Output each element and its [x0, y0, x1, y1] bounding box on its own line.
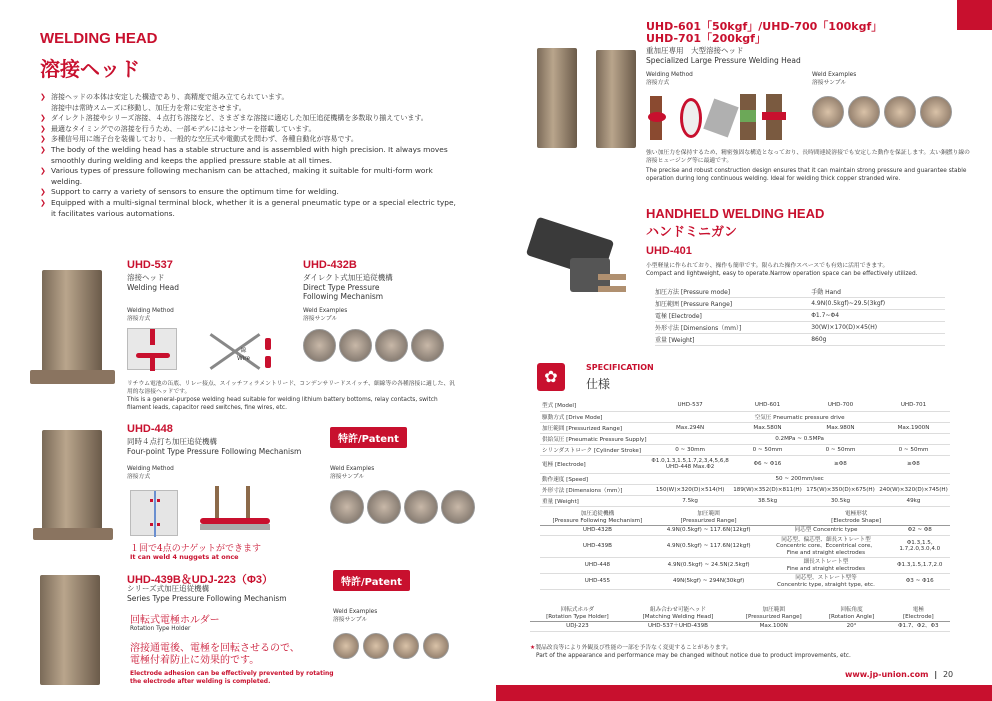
spec-key: 加圧範囲 [Pressure Range] — [655, 298, 811, 310]
cell: 細長ストレート型 Fine and straight electrodes — [762, 558, 889, 574]
uhd-601-photo — [537, 48, 577, 148]
col-header: 回転式ホルダ [Rotation Type Holder] — [530, 606, 625, 622]
cell: 175(W)×350(D)×675(H) — [804, 484, 877, 495]
weld-sample — [848, 96, 880, 128]
uhd-439b-en: Series Type Pressure Following Mechanism — [127, 594, 287, 603]
holder-jp: 回転式電極ホルダー — [130, 615, 220, 626]
cell: Φ1.3,1.5,1.7,2.0 — [890, 558, 950, 574]
weld-sample — [404, 490, 438, 524]
uhd-432b-en: Direct Type Pressure Following Mechanism — [303, 283, 384, 301]
bullet: ❯ Support to carry a variety of sensors to ensure the optimum time for welding. — [40, 187, 460, 198]
uhd-700-photo — [596, 50, 636, 148]
cell: 38.5kg — [731, 495, 804, 506]
footer — [845, 670, 953, 679]
spec-val: 4.9N(0.5kgf)~29.5(3kgf) — [811, 298, 945, 310]
page-number: 20 — [942, 670, 954, 679]
col-header: 加圧範囲 [Pressurized Range] — [655, 510, 763, 526]
cell: Max.1900N — [877, 422, 950, 433]
cell: 供給気圧 [Pneumatic Pressure Supply] — [540, 433, 649, 444]
cell: 150(W)×320(D)×514(H) — [649, 484, 731, 495]
cell: UHD-700 — [804, 400, 877, 411]
uhd-601-title-line1: UHD-601「50kgf」/UHD-700「100kgf」 — [646, 20, 883, 33]
cell: Max.100N — [731, 622, 816, 632]
col-header: 電極形状 [Electrode Shape] — [762, 510, 950, 526]
spec-title-en: SPECIFICATION — [586, 363, 654, 372]
cell: UHD-701 — [877, 400, 950, 411]
weld-sample — [423, 633, 449, 659]
spec-key: 加圧方法 [Pressure mode] — [655, 286, 811, 298]
cell: UDJ-223 — [530, 622, 625, 632]
cell: 0 ~ 50mm — [731, 444, 804, 455]
weld-sample — [393, 633, 419, 659]
method-jp: 溶接方式 — [127, 316, 151, 322]
disclaimer: ★製品改良等により外観及び性能の一部を予告なく変更することがあります。 Part of the appearance and performance may be changed without notice due to product improvements, etc. — [530, 645, 950, 660]
bullet: ❯ The body of the welding head has a stable structure and is assembled with high precision. It always moves smoothly during welding and keeps the applied pressure stable at all times. — [40, 145, 460, 166]
spec-icon: ✿ — [537, 363, 565, 391]
col-header: 加圧範囲 [Pressurized Range] — [731, 606, 816, 622]
examples-jp: 溶接サンプル — [812, 80, 847, 86]
cell: 型式 [Model] — [540, 400, 649, 411]
spec-table — [540, 400, 950, 507]
cell: ≥Φ8 — [877, 455, 950, 473]
cell: Φ1.7、Φ2、Φ3 — [887, 622, 950, 632]
cell: UHD-601 — [731, 400, 804, 411]
wire-diagram — [195, 332, 285, 372]
spec-val: 手動 Hand — [811, 286, 945, 298]
cell: Max.980N — [804, 422, 877, 433]
cell: UHD-537 — [649, 400, 731, 411]
col-header: 組み合わせ可能ヘッド [Matching Welding Head] — [625, 606, 731, 622]
cell: 外形寸法 [Dimensions（mm）] — [540, 484, 649, 495]
cell: 0 ~ 30mm — [649, 444, 731, 455]
bullet: ❯ Equipped with a multi-signal terminal block, whether it is a general pneumatic type or a special electric type, it facilitates various automations. — [40, 198, 460, 219]
weld-sample — [375, 329, 408, 362]
method-en: Welding Method — [127, 308, 174, 314]
cell: Max.580N — [731, 422, 804, 433]
col-header: 回転角度 [Rotation Angle] — [816, 606, 886, 622]
uhd-601-en: Specialized Large Pressure Welding Head — [646, 56, 801, 65]
uhd-401-spec-table — [655, 286, 945, 346]
cell: 電極 [Electrode] — [540, 455, 649, 473]
rotation-holder-table — [530, 606, 950, 632]
spec-key: 外形寸法 [Dimensions（mm）] — [655, 322, 811, 334]
uhd-401-desc-en: Compact and lightweight, easy to operate.Narrow operation space can be effectively utilized. — [646, 271, 918, 277]
nugget-jp: １回で4点のナゲットができます — [130, 544, 262, 554]
cell: 0 ~ 50mm — [877, 444, 950, 455]
welding-method-diagram — [127, 328, 177, 370]
cell: 4.9N(0.5kgf) ~ 24.5N(2.5kgf) — [655, 558, 763, 574]
cell: UHD-448 — [540, 558, 655, 574]
weld-sample — [812, 96, 844, 128]
cell: Φ1.3,1.5, 1.7,2.0,3.0,4.0 — [890, 535, 950, 558]
title-jp: 溶接ヘッド — [40, 57, 140, 81]
handheld-title-jp: ハンドミニガン — [646, 225, 738, 240]
spec-title-jp: 仕様 — [586, 377, 611, 391]
handheld-title-en: HANDHELD WELDING HEAD — [646, 206, 825, 221]
disclaimer-jp: 製品改良等により外観及び性能の一部を予告なく変更することがあります。 — [535, 645, 732, 651]
cell: 0 ~ 50mm — [804, 444, 877, 455]
spec-val: Φ1.7~Φ4 — [811, 310, 945, 322]
uhd-448-photo — [42, 430, 102, 540]
weld-sample — [363, 633, 389, 659]
cell: ≥Φ8 — [804, 455, 877, 473]
cell: シリンダストローク [Cylinder Stroke] — [540, 444, 649, 455]
four-point-diagram-a — [130, 490, 178, 536]
bottom-red-bar — [496, 685, 992, 701]
examples-jp: 溶接サンプル — [333, 617, 368, 623]
weld-sample — [330, 490, 364, 524]
bullet: ❯ ダイレクト溶接やシリーズ溶接、４点打ち溶接など、さまざまな溶接に適応した加圧追従機構を多数取り揃えています。 — [40, 113, 460, 124]
handgun-photo — [526, 218, 626, 313]
examples-jp: 溶接サンプル — [303, 316, 338, 322]
uhd-601-desc-en: The precise and robust construction design ensures that it can maintain strong pressure and guarantee stable operation during long continuous welding. Ideal for welding thick copper stranded wire. — [646, 168, 967, 182]
nugget-en: It can weld 4 nuggets at once — [130, 553, 239, 561]
uhd-448-model: UHD-448 — [127, 423, 173, 435]
cell: 240(W)×320(D)×745(H) — [877, 484, 950, 495]
examples-en: Weld Examples — [303, 308, 348, 314]
cell: Φ3 ~ Φ16 — [890, 574, 950, 590]
cell: UHD-439B — [540, 535, 655, 558]
title-en: WELDING HEAD — [40, 30, 158, 47]
cell: 重量 [Weight] — [540, 495, 649, 506]
footer-url[interactable]: www.jp-union.com — [845, 670, 929, 679]
cell: 同芯型 Concentric type — [762, 526, 889, 536]
cell: Φ6 ~ Φ16 — [731, 455, 804, 473]
patent-badge: 特許/Patent — [330, 427, 407, 448]
uhd-401-desc-jp: 小型軽量に作られており、操作も簡単です。限られた操作スペースでも有効に活用できます。 — [646, 263, 889, 269]
spec-val: 860g — [811, 334, 945, 346]
spec-key: 電極 [Electrode] — [655, 310, 811, 322]
col-header: 加圧追従機構 [Pressure Following Mechanism] — [540, 510, 655, 526]
uhd-537-desc-jp: リチウム電池の缶底、リレー接点、スイッチフィラメントリード、コンデンサリードスイッチ、細線等の各種溶接に適した、汎用的な溶接ヘッドです。 — [127, 381, 456, 395]
cell: Max.294N — [649, 422, 731, 433]
machine-base — [33, 528, 113, 540]
uhd-601-title — [646, 21, 882, 45]
weld-sample — [339, 329, 372, 362]
footer-separator: | — [934, 670, 938, 679]
spec-key: 重量 [Weight] — [655, 334, 811, 346]
cell: 駆動方式 [Drive Mode] — [540, 411, 649, 422]
cell: 加圧範囲 [Pressurized Range] — [540, 422, 649, 433]
uhd-537-desc-en: This is a general-purpose welding head suitable for welding lithium battery bottoms, relay contacts, switch filament leads, capacitor reed switches, fine wires, etc. — [127, 397, 438, 411]
weld-sample — [441, 490, 475, 524]
cell: 4.9N(0.5kgf) ~ 117.6N(12kgf) — [655, 526, 763, 536]
bullet: ❯ 溶接ヘッドの本体は安定した構造であり、高精度で組み立てられています。 溶接中は常時スムーズに移動し、加圧力を常に安定させます。 — [40, 92, 460, 113]
cell: 50 ~ 200mm/sec — [649, 473, 950, 484]
cell: 動作速度 [Speed] — [540, 473, 649, 484]
four-point-diagram-b — [200, 486, 270, 536]
bullet: ❯ Various types of pressure following mechanism can be attached, making it suitable for multi-form work welding. — [40, 166, 460, 187]
cell: 30.5kg — [804, 495, 877, 506]
top-red-corner — [957, 0, 992, 30]
cell: 20° — [816, 622, 886, 632]
pressure-following-table — [540, 510, 950, 590]
examples-en: Weld Examples — [812, 72, 857, 78]
uhd-537-photo — [42, 270, 102, 380]
uhd-448-en: Four-point Type Pressure Following Mechanism — [127, 447, 302, 456]
method-en: Welding Method — [646, 72, 693, 78]
uhd-448-jp: 同時４点打ち加圧追従機構 — [127, 437, 217, 446]
method-jp: 溶接方式 — [127, 474, 151, 480]
examples-jp: 溶接サンプル — [330, 474, 365, 480]
weld-sample — [367, 490, 401, 524]
uhd-439b-jp: シリーズ式加圧追従機構 — [127, 584, 210, 593]
cell: 49N(5kgf) ~ 294N(30kgf) — [655, 574, 763, 590]
spec-val: 30(W)×170(D)×45(H) — [811, 322, 945, 334]
uhd-537-jp: 溶接ヘッド — [127, 273, 165, 282]
cell: 49kg — [877, 495, 950, 506]
uhd-537-en: Welding Head — [127, 283, 180, 292]
patent-badge: 特許/Patent — [333, 570, 410, 591]
cell: UHD-537＋UHD-439B — [625, 622, 731, 632]
uhd-601-title-line2: UHD-701「200kgf」 — [646, 32, 766, 45]
method-en: Welding Method — [127, 466, 174, 472]
uhd-432b-jp: ダイレクト式加圧追従機構 — [303, 273, 393, 282]
weld-sample — [884, 96, 916, 128]
uhd-537-model: UHD-537 — [127, 259, 173, 271]
cell: 0.2MPa ~ 0.5MPa — [649, 433, 950, 444]
uhd-432b-model: UHD-432B — [303, 259, 357, 271]
cell: 空気圧 Pneumatic pressure drive — [649, 411, 950, 422]
weld-sample — [303, 329, 336, 362]
uhd-401-model: UHD-401 — [646, 245, 692, 257]
cell: 7.5kg — [649, 495, 731, 506]
disclaimer-en: Part of the appearance and performance may be changed without notice due to product improvements, etc. — [536, 652, 851, 659]
uhd-439b-model: UHD-439B＆UDJ-223（Φ3） — [127, 574, 273, 586]
rotation-note-jp: 溶接通電後、電極を回転させるので、 電極付着防止に効果的です。 — [130, 643, 300, 666]
uhd-601-desc-jp: 強い加圧力を保持するため、精密強固な構造となっており、長時間連続溶接でも安定した動作を保証します。太い銅撚り線の溶接ヒュージング等に最適です。 — [646, 150, 970, 164]
examples-en: Weld Examples — [330, 466, 375, 472]
method-jp: 溶接方式 — [646, 80, 670, 86]
feature-list — [40, 92, 460, 219]
cell: Φ2 ~ Φ8 — [890, 526, 950, 536]
examples-en: Weld Examples — [333, 609, 378, 615]
cell: 同芯型、ストレート型等 Concentric type, straight type, etc. — [762, 574, 889, 590]
uhd-439b-photo — [40, 575, 100, 685]
method-diagram — [648, 92, 803, 144]
bullet: ❯ 多種信号用に端子台を装備しており、一般的な空圧式や電動式を問わず、各種自動化が容易です。 — [40, 134, 460, 145]
machine-base — [30, 370, 115, 384]
cell: 4.9N(0.5kgf) ~ 117.6N(12kgf) — [655, 535, 763, 558]
cell: 同芯型、偏芯型、細長ストレート型 Concentric core、Eccentrical core、 Fine and straight electrodes — [762, 535, 889, 558]
cell: UHD-432B — [540, 526, 655, 536]
holder-en: Rotation Type Holder — [130, 626, 191, 632]
uhd-601-jp: 重加圧専用 大型溶接ヘッド — [646, 46, 744, 55]
cell: 189(W)×352(D)×811(H) — [731, 484, 804, 495]
weld-sample — [333, 633, 359, 659]
wire-label: 線 Wire — [237, 348, 251, 362]
weld-sample — [920, 96, 952, 128]
cell: UHD-455 — [540, 574, 655, 590]
weld-sample — [411, 329, 444, 362]
cell: Φ1.0,1.3,1.5,1.7,2,3,4,5,6,8 UHD-448 Max.Φ2 — [649, 455, 731, 473]
bullet: ❯ 最適なタイミングでの溶接を行うため、一部モデルにはセンサーを搭載しています。 — [40, 124, 460, 135]
rotation-note-en: Electrode adhesion can be effectively prevented by rotating the electrode after welding is completed. — [130, 670, 334, 685]
col-header: 電極 [Electrode] — [887, 606, 950, 622]
